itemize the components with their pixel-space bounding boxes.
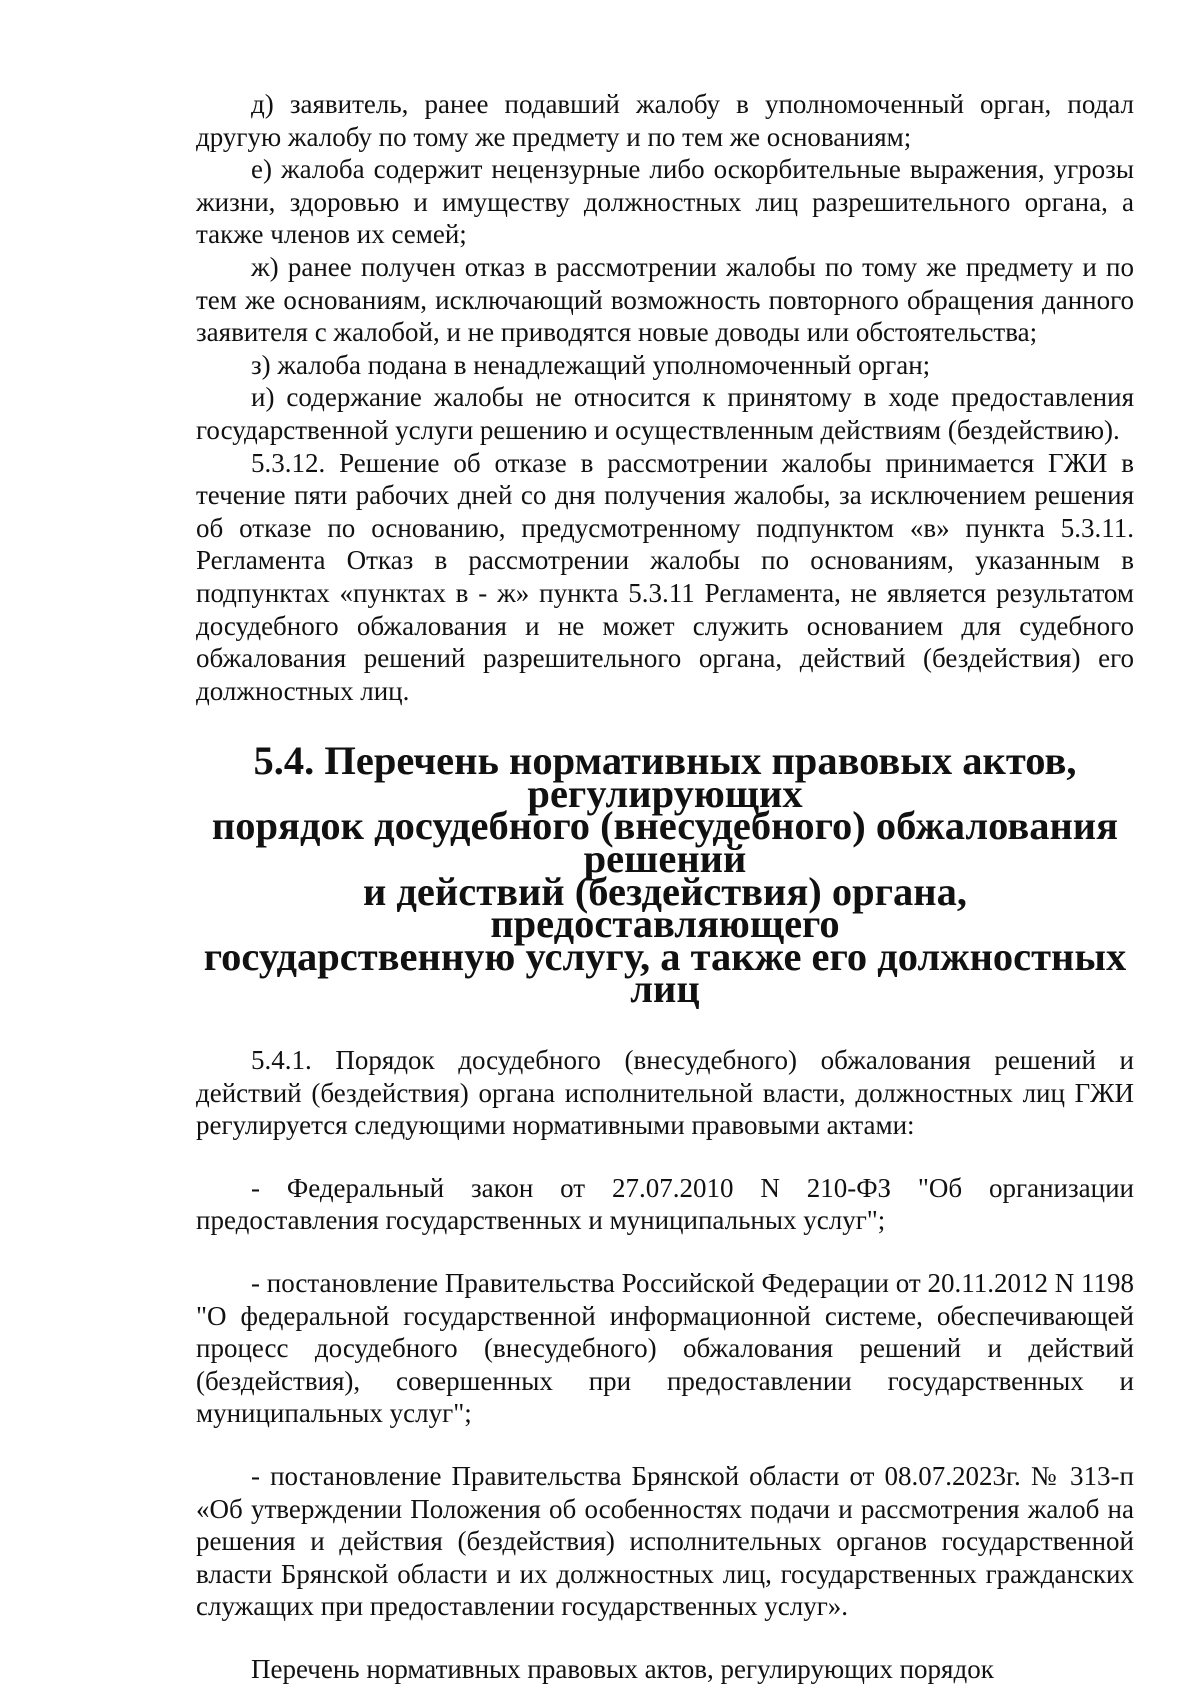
paragraph-item-e: е) жалоба содержит нецензурные либо оскорбительные выражения, угрозы жизни, здоровью и имуществу должностных лиц разрешительного органа, а также членов их семей; [196, 154, 1134, 250]
paragraph-5-4-1: 5.4.1. Порядок досудебного (внесудебного) обжалования решений и действий (бездействия) органа исполнительной власти, должностных лиц ГЖИ регулируется следующими нормативными правовыми актами: [196, 1045, 1134, 1141]
list-item-government-decree-1198: - постановление Правительства Российской Федерации от 20.11.2012 N 1198 "О федеральной государственной информационной системе, обеспечивающей процесс досудебного (внесудебного) обжалования решений и действий (бездействия), совершенных при предоставлении государственных и муниципальных услуг"; [196, 1268, 1134, 1429]
spacer [196, 1237, 1134, 1267]
paragraph-5-3-12: 5.3.12. Решение об отказе в рассмотрении жалобы принимается ГЖИ в течение пяти рабочих дней со дня получения жалобы, за исключением решения об отказе по основанию, предусмотренному подпунктом «в» пункта 5.3.11. Регламента Отказ в рассмотрении жалобы по основаниям, указанным в подпунктах «пунктах в - ж» пункта 5.3.11 Регламента, не является результатом досудебного обжалования и не может служить основанием для судебного обжалования решений разрешительного органа, действий (бездействия) его должностных лиц. [196, 447, 1134, 706]
paragraph-list-intro: Перечень нормативных правовых актов, регулирующих порядок [251, 1653, 994, 1684]
paragraph-item-d: д) заявитель, ранее подавший жалобу в уполномоченный орган, подал другую жалобу по тому же предмету и по тем же основаниям; [196, 89, 1134, 152]
paragraph-item-i: и) содержание жалобы не относится к принятому в ходе предоставления государственной услуги решению и осуществленным действиям (бездействию). [196, 382, 1134, 445]
heading-line: 5.4. Перечень нормативных правовых актов, регулирующих [253, 738, 1077, 816]
section-heading-5-4 [196, 738, 1134, 1012]
list-item-bryansk-decree-313: - постановление Правительства Брянской области от 08.07.2023г. № 313-п «Об утверждении Положения об особенностях подачи и рассмотрения жалоб на решения и действия (бездействия) исполнительных органов государственной власти Брянской области и их должностных лиц, государственных гражданских служащих при предоставлении государственных услуг». [196, 1460, 1134, 1622]
heading-line: и действий (бездействия) органа, предоставляющего [362, 868, 968, 947]
spacer [196, 1430, 1134, 1460]
list-item-federal-law: - Федеральный закон от 27.07.2010 N 210-ФЗ "Об организации предоставления государственных и муниципальных услуг"; [196, 1172, 1134, 1236]
spacer [196, 1142, 1134, 1172]
heading-line: государственную услугу, а также его должностных лиц [203, 933, 1127, 1012]
spacer [196, 1006, 1134, 1044]
spacer [196, 1623, 1134, 1653]
paragraph-item-zh: ж) ранее получен отказ в рассмотрении жалобы по тому же предмету и по тем же основаниям, исключающий возможность повторного обращения данного заявителя с жалобой, и не приводятся новые доводы или обстоятельства; [196, 251, 1134, 348]
document-page [196, 88, 1134, 1686]
heading-line: порядок досудебного (внесудебного) обжалования решений [211, 803, 1119, 882]
paragraph-item-z: з) жалоба подана в ненадлежащий уполномоченный орган; [251, 349, 931, 380]
